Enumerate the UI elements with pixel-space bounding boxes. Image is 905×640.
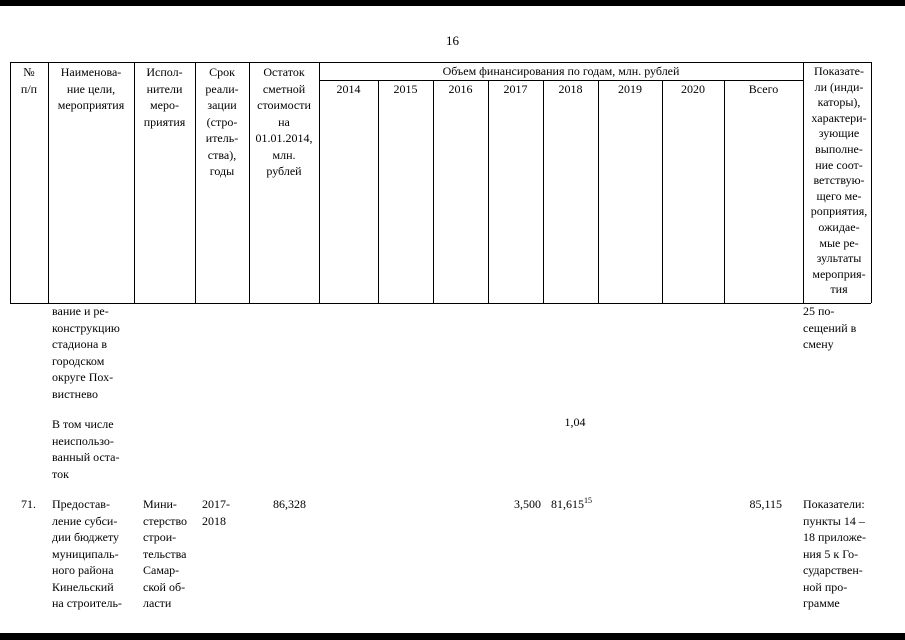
header-year-2015: 2015 bbox=[393, 82, 418, 96]
column-divider bbox=[378, 80, 379, 303]
header-executors: Испол- нители меро- приятия bbox=[143, 65, 186, 129]
item71-indicator: Показатели: пункты 14 – 18 приложе- ния 5 к Го- сударствен- ной про- грамме bbox=[803, 497, 866, 610]
item71-total: 85,115 bbox=[749, 497, 782, 511]
item71-term: 2017- 2018 bbox=[202, 497, 230, 528]
header-indicators: Показате- ли (инди- каторы), характери- зующие выполне- ние соот- ветствую- щего ме- роприятия, ожидае- мые ре- зультаты мероприя- тия bbox=[810, 64, 868, 297]
header-name: Наименова- ние цели, мероприятия bbox=[57, 65, 125, 112]
unused-remainder-name: В том числе неиспользо- ванный оста- ток bbox=[52, 417, 120, 481]
header-term: Срок реали- зации (стро- итель- ства), годы bbox=[205, 65, 239, 178]
header-remainder: Остаток сметной стоимости на 01.01.2014, млн. рублей bbox=[255, 65, 313, 178]
header-year-2019: 2019 bbox=[618, 82, 642, 96]
item71-remainder: 86,328 bbox=[273, 497, 306, 511]
column-divider bbox=[319, 62, 320, 303]
column-divider bbox=[543, 80, 544, 303]
column-divider bbox=[662, 80, 663, 303]
table-left-border bbox=[10, 62, 11, 303]
header-total: Всего bbox=[748, 82, 779, 96]
item71-2018-footnote: 15 bbox=[584, 496, 592, 505]
page-number: 16 bbox=[446, 33, 459, 48]
item71-2018 bbox=[551, 496, 611, 513]
top-border-rule bbox=[0, 0, 905, 6]
bottom-border-rule bbox=[0, 633, 905, 640]
item71-2018-value: 81,615 bbox=[551, 497, 584, 511]
column-divider bbox=[488, 80, 489, 303]
item71-2017: 3,500 bbox=[514, 497, 541, 511]
item71-name: Предостав- ление субси- дии бюджету муниципаль- ного района Кинельский на строитель- bbox=[52, 497, 122, 610]
header-year-2018: 2018 bbox=[558, 82, 583, 96]
header-bottom-line bbox=[10, 303, 871, 304]
header-year-2014: 2014 bbox=[336, 82, 361, 96]
column-divider bbox=[724, 80, 725, 303]
header-number: № п/п bbox=[20, 65, 38, 96]
column-divider bbox=[433, 80, 434, 303]
unused-remainder-2018: 1,04 bbox=[564, 415, 586, 429]
continuation-indicator: 25 по- сещений в смену bbox=[803, 304, 857, 351]
item71-number: 71. bbox=[21, 497, 36, 511]
header-year-2017: 2017 bbox=[503, 82, 528, 96]
column-divider bbox=[598, 80, 599, 303]
header-year-2020: 2020 bbox=[681, 82, 705, 96]
header-funding-title: Объем финансирования по годам, млн. рублей bbox=[442, 64, 680, 78]
continuation-name: вание и ре- конструкцию стадиона в городском округе Пох- вистнево bbox=[52, 304, 120, 401]
item71-executor: Мини- стерство строи- тельства Самар- ской об- ласти bbox=[143, 497, 188, 610]
header-year-2016: 2016 bbox=[448, 82, 473, 96]
